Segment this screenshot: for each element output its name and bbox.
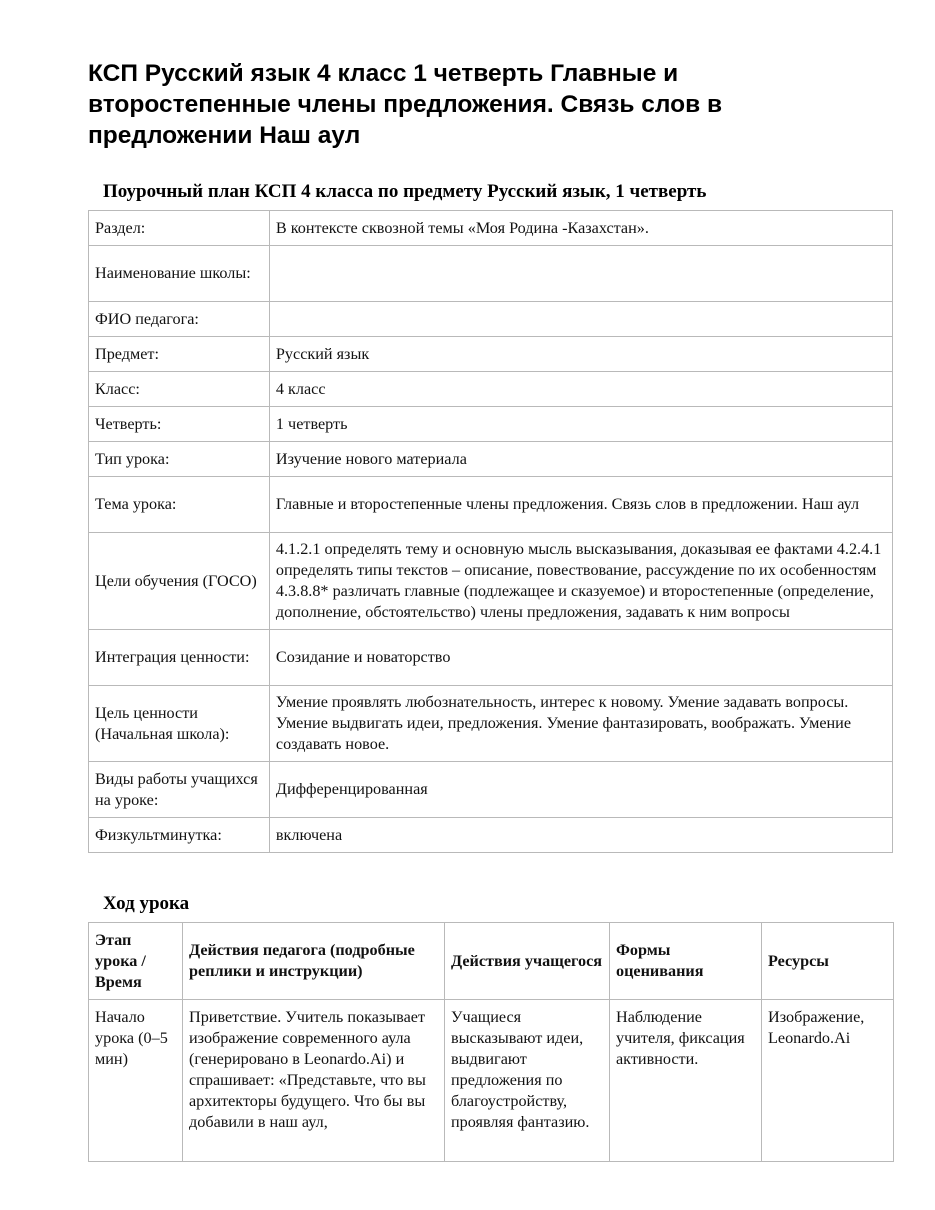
info-row-learning-goals [89,533,893,630]
info-value: включена [269,818,892,853]
info-row-work-types [89,762,893,818]
column-header-stage: Этап урока / Время [89,923,183,1000]
info-label: Наименование школы: [89,246,270,302]
info-row-value-goal [89,686,893,762]
info-label: Тип урока: [89,442,270,477]
cell-assessment: Наблюдение учителя, фиксация активности. [610,1000,762,1162]
cell-student-actions: Учащиеся высказывают идеи, выдвигают предложения по благоустройству, проявляя фантазию. [445,1000,610,1162]
info-label: Виды работы учащихся на уроке: [89,762,270,818]
info-value: 4.1.2.1 определять тему и основную мысль высказывания, доказывая ее фактами 4.2.4.1 определять типы текстов – описание, повествование, рассуждение по их особенностям 4.3.8.8* различать главные (подлежащее и сказуемое) и второстепенные (определение, дополнение, обстоятельство) члены предложения, задавать к ним вопросы [269,533,892,630]
info-row-subject [89,337,893,372]
column-header-assessment: Формы оценивания [610,923,762,1000]
lesson-header-row [89,923,894,1000]
document-page [88,58,893,1131]
column-header-teacher-actions: Действия педагога (подробные реплики и инструкции) [183,923,445,1000]
info-label: Цель ценности (Начальная школа): [89,686,270,762]
info-label: ФИО педагога: [89,302,270,337]
cell-stage: Начало урока (0–5 мин) [89,1000,183,1162]
info-row-topic [89,477,893,533]
document-title: КСП Русский язык 4 класс 1 четверть Главные и второстепенные члены предложения. Связь слов в предложении Наш аул [88,60,723,149]
column-header-student-actions: Действия учащегося [445,923,610,1000]
info-row-grade [89,372,893,407]
lesson-flow-heading: Ход урока [103,893,190,914]
info-value [269,302,892,337]
info-value: Созидание и новаторство [269,630,892,686]
info-label: Тема урока: [89,477,270,533]
info-label: Интеграция ценности: [89,630,270,686]
info-label: Раздел: [89,211,270,246]
info-value: Русский язык [269,337,892,372]
info-value [269,246,892,302]
info-label: Предмет: [89,337,270,372]
plan-heading: Поурочный план КСП 4 класса по предмету Русский язык, 1 четверть [103,181,707,202]
info-label: Четверть: [89,407,270,442]
info-row-value-integration [89,630,893,686]
lesson-info-table [88,210,893,853]
info-label: Класс: [89,372,270,407]
info-label: Физкультминутка: [89,818,270,853]
cell-resources: Изображение, Leonardo.Ai [762,1000,894,1162]
info-value: 4 класс [269,372,892,407]
cell-teacher-actions: Приветствие. Учитель показывает изображение современного аула (генерировано в Leonardo.Ai) и спрашивает: «Представьте, что вы архитекторы будущего. Что бы вы добавили в наш аул, [183,1000,445,1162]
info-value: 1 четверть [269,407,892,442]
info-row-exercise-break [89,818,893,853]
info-row-section [89,211,893,246]
lesson-flow-table [88,922,894,1162]
table-row [89,1000,894,1162]
info-value: В контексте сквозной темы «Моя Родина -Казахстан». [269,211,892,246]
column-header-resources: Ресурсы [762,923,894,1000]
info-row-teacher [89,302,893,337]
info-label: Цели обучения (ГОСО) [89,533,270,630]
info-value: Умение проявлять любознательность, интерес к новому. Умение задавать вопросы. Умение выдвигать идеи, предложения. Умение фантазировать, воображать. Умение создавать новое. [269,686,892,762]
info-value: Главные и второстепенные члены предложения. Связь слов в предложении. Наш аул [269,477,892,533]
info-row-quarter [89,407,893,442]
info-value: Изучение нового материала [269,442,892,477]
info-row-school [89,246,893,302]
info-value: Дифференцированная [269,762,892,818]
info-row-lesson-type [89,442,893,477]
